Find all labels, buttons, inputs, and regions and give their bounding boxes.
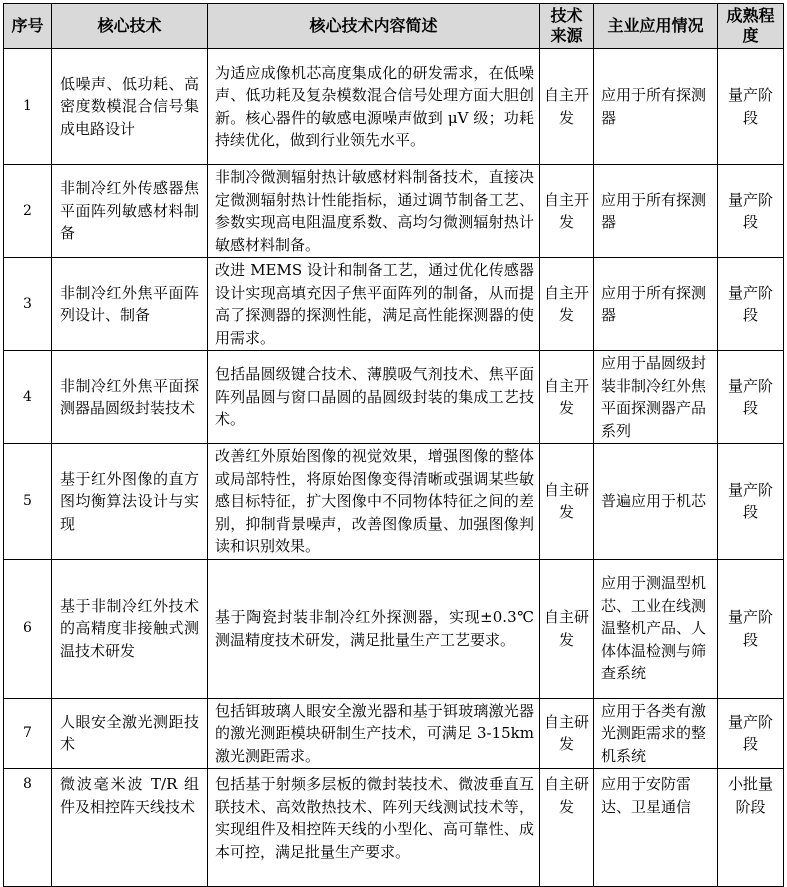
row-no: 1: [4, 49, 52, 165]
table-row: [4, 769, 784, 887]
core-technology-table: [3, 3, 784, 887]
row-desc: 改进 MEMS 设计和制备工艺，通过优化传感器设计实现高填充因子焦平面阵列的制备，从而提高了探测器的探测性能，满足高性能探测器的使用需求。: [208, 258, 540, 351]
header-no: 序号: [4, 4, 52, 49]
row-app: 应用于所有探测器: [594, 49, 718, 165]
header-tech: 核心技术: [52, 4, 208, 49]
row-stage: 量产阶段: [718, 49, 784, 165]
row-source: 自主开发: [540, 258, 594, 351]
header-source: 技术来源: [540, 4, 594, 49]
table-row: [4, 258, 784, 351]
row-source: 自主研发: [540, 559, 594, 698]
row-tech: 非制冷红外焦平面探测器晶圆级封装技术: [52, 351, 208, 444]
row-no: 8: [4, 769, 52, 887]
row-app: 应用于测温型机芯、工业在线测温整机产品、人体体温检测与筛查系统: [594, 559, 718, 698]
table-row: [4, 351, 784, 444]
table-row: [4, 49, 784, 165]
row-source: 自主研发: [540, 444, 594, 560]
row-no: 6: [4, 559, 52, 698]
row-stage: 小批量阶段: [718, 769, 784, 887]
row-app: 应用于所有探测器: [594, 258, 718, 351]
row-desc: 包括晶圆级键合技术、薄膜吸气剂技术、焦平面阵列晶圆与窗口晶圆的晶圆级封装的集成工艺技术。: [208, 351, 540, 444]
row-source: 自主开发: [540, 49, 594, 165]
row-no: 5: [4, 444, 52, 560]
row-stage: 量产阶段: [718, 698, 784, 769]
row-app: 应用于所有探测器: [594, 165, 718, 258]
row-no: 2: [4, 165, 52, 258]
tech-table-wrapper: [3, 3, 784, 887]
row-tech: 人眼安全激光测距技术: [52, 698, 208, 769]
row-desc: 基于陶瓷封装非制冷红外探测器，实现±0.3℃测温精度技术研发，满足批量生产工艺要求。: [208, 559, 540, 698]
table-row: [4, 698, 784, 769]
row-app: 普遍应用于机芯: [594, 444, 718, 560]
header-row: [4, 4, 784, 49]
header-app: 主业应用情况: [594, 4, 718, 49]
row-app: 应用于晶圆级封装非制冷红外焦平面探测器产品系列: [594, 351, 718, 444]
row-no: 7: [4, 698, 52, 769]
row-stage: 量产阶段: [718, 444, 784, 560]
row-tech: 低噪声、低功耗、高密度数模混合信号集成电路设计: [52, 49, 208, 165]
header-desc: 核心技术内容简述: [208, 4, 540, 49]
row-desc: 包括铒玻璃人眼安全激光器和基于铒玻璃激光器的激光测距模块研制生产技术，可满足 3-15km 激光测距需求。: [208, 698, 540, 769]
table-row: [4, 559, 784, 698]
row-source: 自主研发: [540, 698, 594, 769]
row-source: 自主开发: [540, 351, 594, 444]
row-tech: 基于红外图像的直方图均衡算法设计与实现: [52, 444, 208, 560]
row-tech: 微波毫米波 T/R 组件及相控阵天线技术: [52, 769, 208, 887]
row-source: 自主研发: [540, 769, 594, 887]
row-tech: 非制冷红外传感器焦平面阵列敏感材料制备: [52, 165, 208, 258]
row-stage: 量产阶段: [718, 165, 784, 258]
header-stage: 成熟程度: [718, 4, 784, 49]
row-no: 3: [4, 258, 52, 351]
row-desc: 非制冷微测辐射热计敏感材料制备技术，直接决定微测辐射热计性能指标，通过调节制备工艺、参数实现高电阻温度系数、高均匀微测辐射热计敏感材料制备。: [208, 165, 540, 258]
row-desc: 包括基于射频多层板的微封装技术、微波垂直互联技术、高效散热技术、阵列天线测试技术等，实现组件及相控阵天线的小型化、高可靠性、成本可控，满足批量生产要求。: [208, 769, 540, 887]
table-row: [4, 444, 784, 560]
row-no: 4: [4, 351, 52, 444]
table-row: [4, 165, 784, 258]
row-stage: 量产阶段: [718, 351, 784, 444]
row-app: 应用于安防雷达、卫星通信: [594, 769, 718, 887]
row-tech: 基于非制冷红外技术的高精度非接触式测温技术研发: [52, 559, 208, 698]
row-source: 自主开发: [540, 165, 594, 258]
row-desc: 改善红外原始图像的视觉效果，增强图像的整体或局部特性，将原始图像变得清晰或强调某些敏感目标特征，扩大图像中不同物体特征之间的差别，抑制背景噪声，改善图像质量、加强图像判读和识别效果。: [208, 444, 540, 560]
row-stage: 量产阶段: [718, 559, 784, 698]
row-app: 应用于各类有激光测距需求的整机系统: [594, 698, 718, 769]
row-tech: 非制冷红外焦平面阵列设计、制备: [52, 258, 208, 351]
row-desc: 为适应成像机芯高度集成化的研发需求，在低噪声、低功耗及复杂模数混合信号处理方面大胆创新。核心器件的敏感电源噪声做到 μV 级；功耗持续优化，做到行业领先水平。: [208, 49, 540, 165]
row-stage: 量产阶段: [718, 258, 784, 351]
